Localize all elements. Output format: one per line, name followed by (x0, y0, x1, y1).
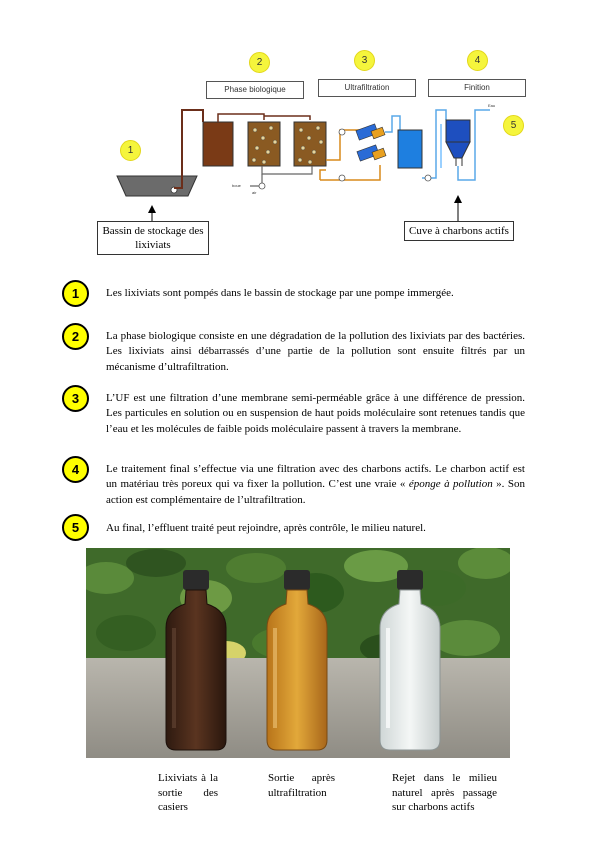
label-boue: boue (232, 183, 241, 188)
bottles-illustration (86, 548, 510, 758)
step-text-4-emphasis: éponge à pollution (408, 478, 493, 491)
stage-label-finition: Finition (428, 79, 526, 97)
caption-bottle-1: Lixiviats à la sortie des casiers (158, 772, 218, 813)
diagram-number-2: 2 (249, 52, 270, 73)
step-text-3: L’UF est une filtration d’une membrane semi-perméable grâce à une différence de pression. Les particules en solution ou en suspension de haut poids moléculaire sont retenues tandis que l’eau et les molécules de faible poids moléculaire passent à travers la membrane. (106, 392, 525, 435)
process-diagram (0, 0, 595, 270)
carbon-vessel (446, 120, 470, 142)
tank-1 (203, 122, 233, 166)
step-text-1: Les lixiviats sont pompés dans le bassin de stockage par une pompe immergée. (106, 287, 454, 299)
treated-water-tank (398, 130, 422, 168)
step-badge-4: 4 (62, 456, 89, 483)
diagram-number-5: 5 (503, 115, 524, 136)
step-text-4 (106, 462, 525, 508)
callout-storage-basin: Bassin de stockage des lixiviats (97, 221, 209, 255)
label-air: air (252, 190, 257, 195)
diagram-number-3: 3 (354, 50, 375, 71)
step-badge-2: 2 (62, 323, 89, 350)
label-eau: Eau (488, 103, 496, 108)
overflow-pipe-1 (218, 114, 264, 122)
storage-basin-shape (117, 176, 197, 196)
step-text-2: La phase biologique consiste en une dégradation de la pollution des lixiviats par des bactéries. Les lixiviats ainsi débarrassés d’une partie de la pollution sont ensuite filtrés par un mécanisme d’ultrafiltration. (106, 330, 525, 373)
step-badge-5: 5 (62, 514, 89, 541)
step-text-5: Au final, l’effluent traité peut rejoindre, après contrôle, le milieu naturel. (106, 522, 426, 534)
step-text-4-part1: Le traitement final s’effectue via une filtration avec des charbons actifs. Le charbon actif est un matériau très poreux qui va fixer la pollution. C’est une vraie « (106, 463, 525, 491)
uf-modules (356, 124, 386, 161)
bottles-photo (86, 548, 510, 758)
step-text-4-part2: ». Son action est complémentaire de l’ultrafiltration. (106, 478, 525, 506)
stage-label-ultrafiltration: Ultrafiltration (318, 79, 416, 97)
stage-label-biologique: Phase biologique (206, 81, 304, 99)
caption-bottle-2: Sortie après ultrafiltration (268, 772, 335, 799)
callout-carbon-tank: Cuve à charbons actifs (404, 221, 514, 241)
step-badge-3: 3 (62, 385, 89, 412)
diagram-number-1: 1 (120, 140, 141, 161)
diagram-number-4: 4 (467, 50, 488, 71)
step-badge-1: 1 (62, 280, 89, 307)
caption-bottle-3: Rejet dans le milieu naturel après passage sur charbons actifs (392, 772, 497, 813)
